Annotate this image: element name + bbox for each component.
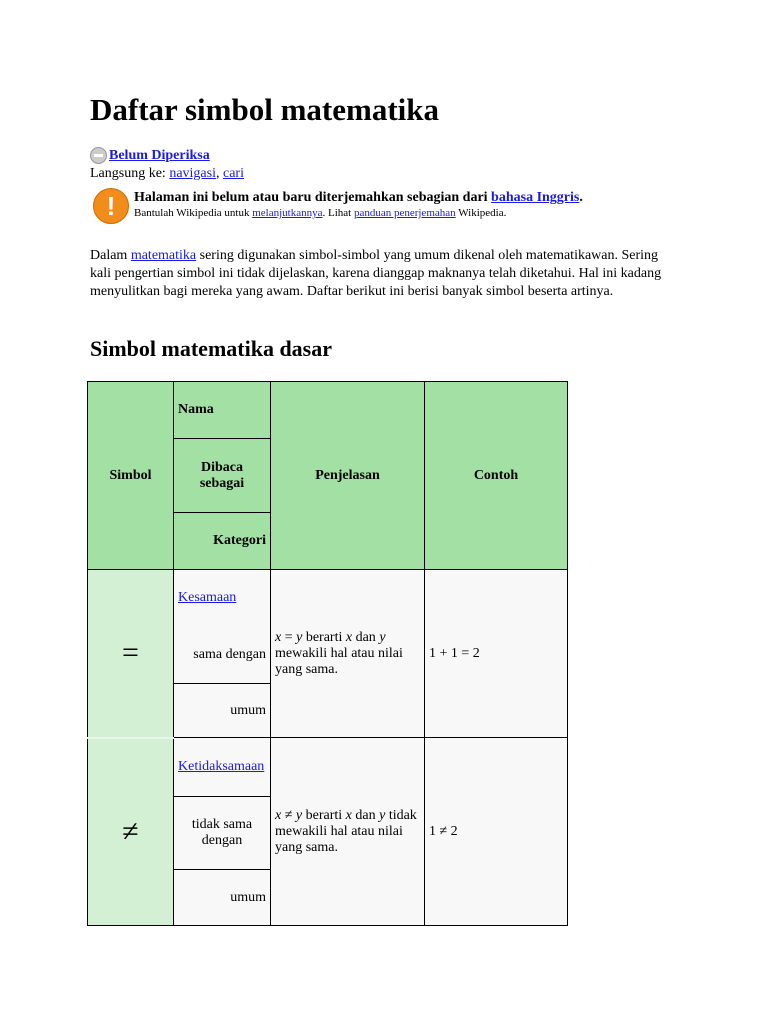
header-symbol: Simbol [88,382,174,570]
var-x: x [275,807,282,823]
section-heading: Simbol matematika dasar [90,336,332,361]
notice-title: Halaman ini belum atau baru diterjemahkan sebagian dari bahasa Inggris. [134,190,583,205]
operator-text: = [281,629,297,645]
inequality-link[interactable]: Ketidaksamaan [178,759,265,774]
category-cell: umum [174,870,271,926]
var-x: x [345,629,353,645]
var-x: x [345,807,352,823]
intro-prefix: Dalam [90,248,128,263]
header-example: Contoh [425,382,568,570]
header-read-as: Dibaca sebagai [174,439,271,513]
equality-link[interactable]: Kesamaan [178,590,237,606]
read-as-cell: sama dengan [174,627,271,684]
explanation-mid: berarti [302,807,346,823]
warning-icon: ! [93,188,129,224]
explanation-cell [271,570,425,738]
explanation-cell [271,738,425,926]
name-cell [174,570,271,627]
flagged-revision-status [90,147,210,164]
explanation-rest: tidak mewakili hal atau nilai yang sama. [275,807,417,855]
intro-paragraph [90,247,670,301]
symbol-table [87,381,568,926]
header-explanation: Penjelasan [271,382,425,570]
page-title: Daftar simbol matematika [90,92,439,127]
example-cell: 1 ≠ 2 [425,738,568,926]
notice-subtext [134,207,506,219]
var-y: y [296,629,303,645]
symbol-not-equals: ≠ [88,738,174,926]
mathematics-link[interactable]: matematika [130,248,197,263]
explanation-rest: mewakili hal atau nilai yang sama. [275,645,403,677]
notice-sub-text-3: Wikipedia. [458,207,507,219]
category-cell: umum [174,684,271,738]
var-y: y [379,807,386,823]
var-y: y [379,629,386,645]
translation-guide-link[interactable]: panduan penerjemahan [353,207,456,219]
notice-title-text: Halaman ini belum atau baru diterjemahkan sebagian dari [134,190,488,205]
read-as-cell: tidak sama dengan [174,797,271,870]
name-cell [174,738,271,797]
header-name: Nama [174,382,271,439]
var-y: y [295,807,303,823]
explanation-and: dan [352,629,380,645]
translation-notice [90,186,630,226]
notice-sub-text-1: Bantulah Wikipedia untuk [134,207,250,219]
unreviewed-status-icon [90,147,107,164]
jump-navigation-link[interactable]: navigasi [169,166,216,181]
var-x: x [275,629,282,645]
jump-to-label: Langsung ke: [90,166,166,181]
unreviewed-link[interactable]: Belum Diperiksa [109,147,210,163]
notice-sub-text-2: . Lihat [322,207,352,219]
english-language-link[interactable]: bahasa Inggris [491,190,580,205]
jump-search-link[interactable]: cari [222,166,244,181]
explanation-mid: berarti [302,629,346,645]
operator-text: ≠ [281,807,296,823]
symbol-equals: = [88,570,174,738]
example-cell: 1 + 1 = 2 [425,570,568,738]
header-category: Kategori [174,513,271,570]
explanation-and: dan [351,807,380,823]
continue-translation-link[interactable]: melanjutkannya [252,207,323,219]
jump-to-nav: Langsung ke: navigasi, cari [90,166,244,181]
intro-text: sering digunakan simbol-simbol yang umum dikenal oleh matematikawan. Sering kali pengertian simbol ini tidak dijelaskan, karena dianggap maknanya telah diketahui. Hal ini kadang menyulitkan bagi mereka yang awam. Daftar berikut ini berisi banyak simbol beserta artinya. [90,248,662,299]
